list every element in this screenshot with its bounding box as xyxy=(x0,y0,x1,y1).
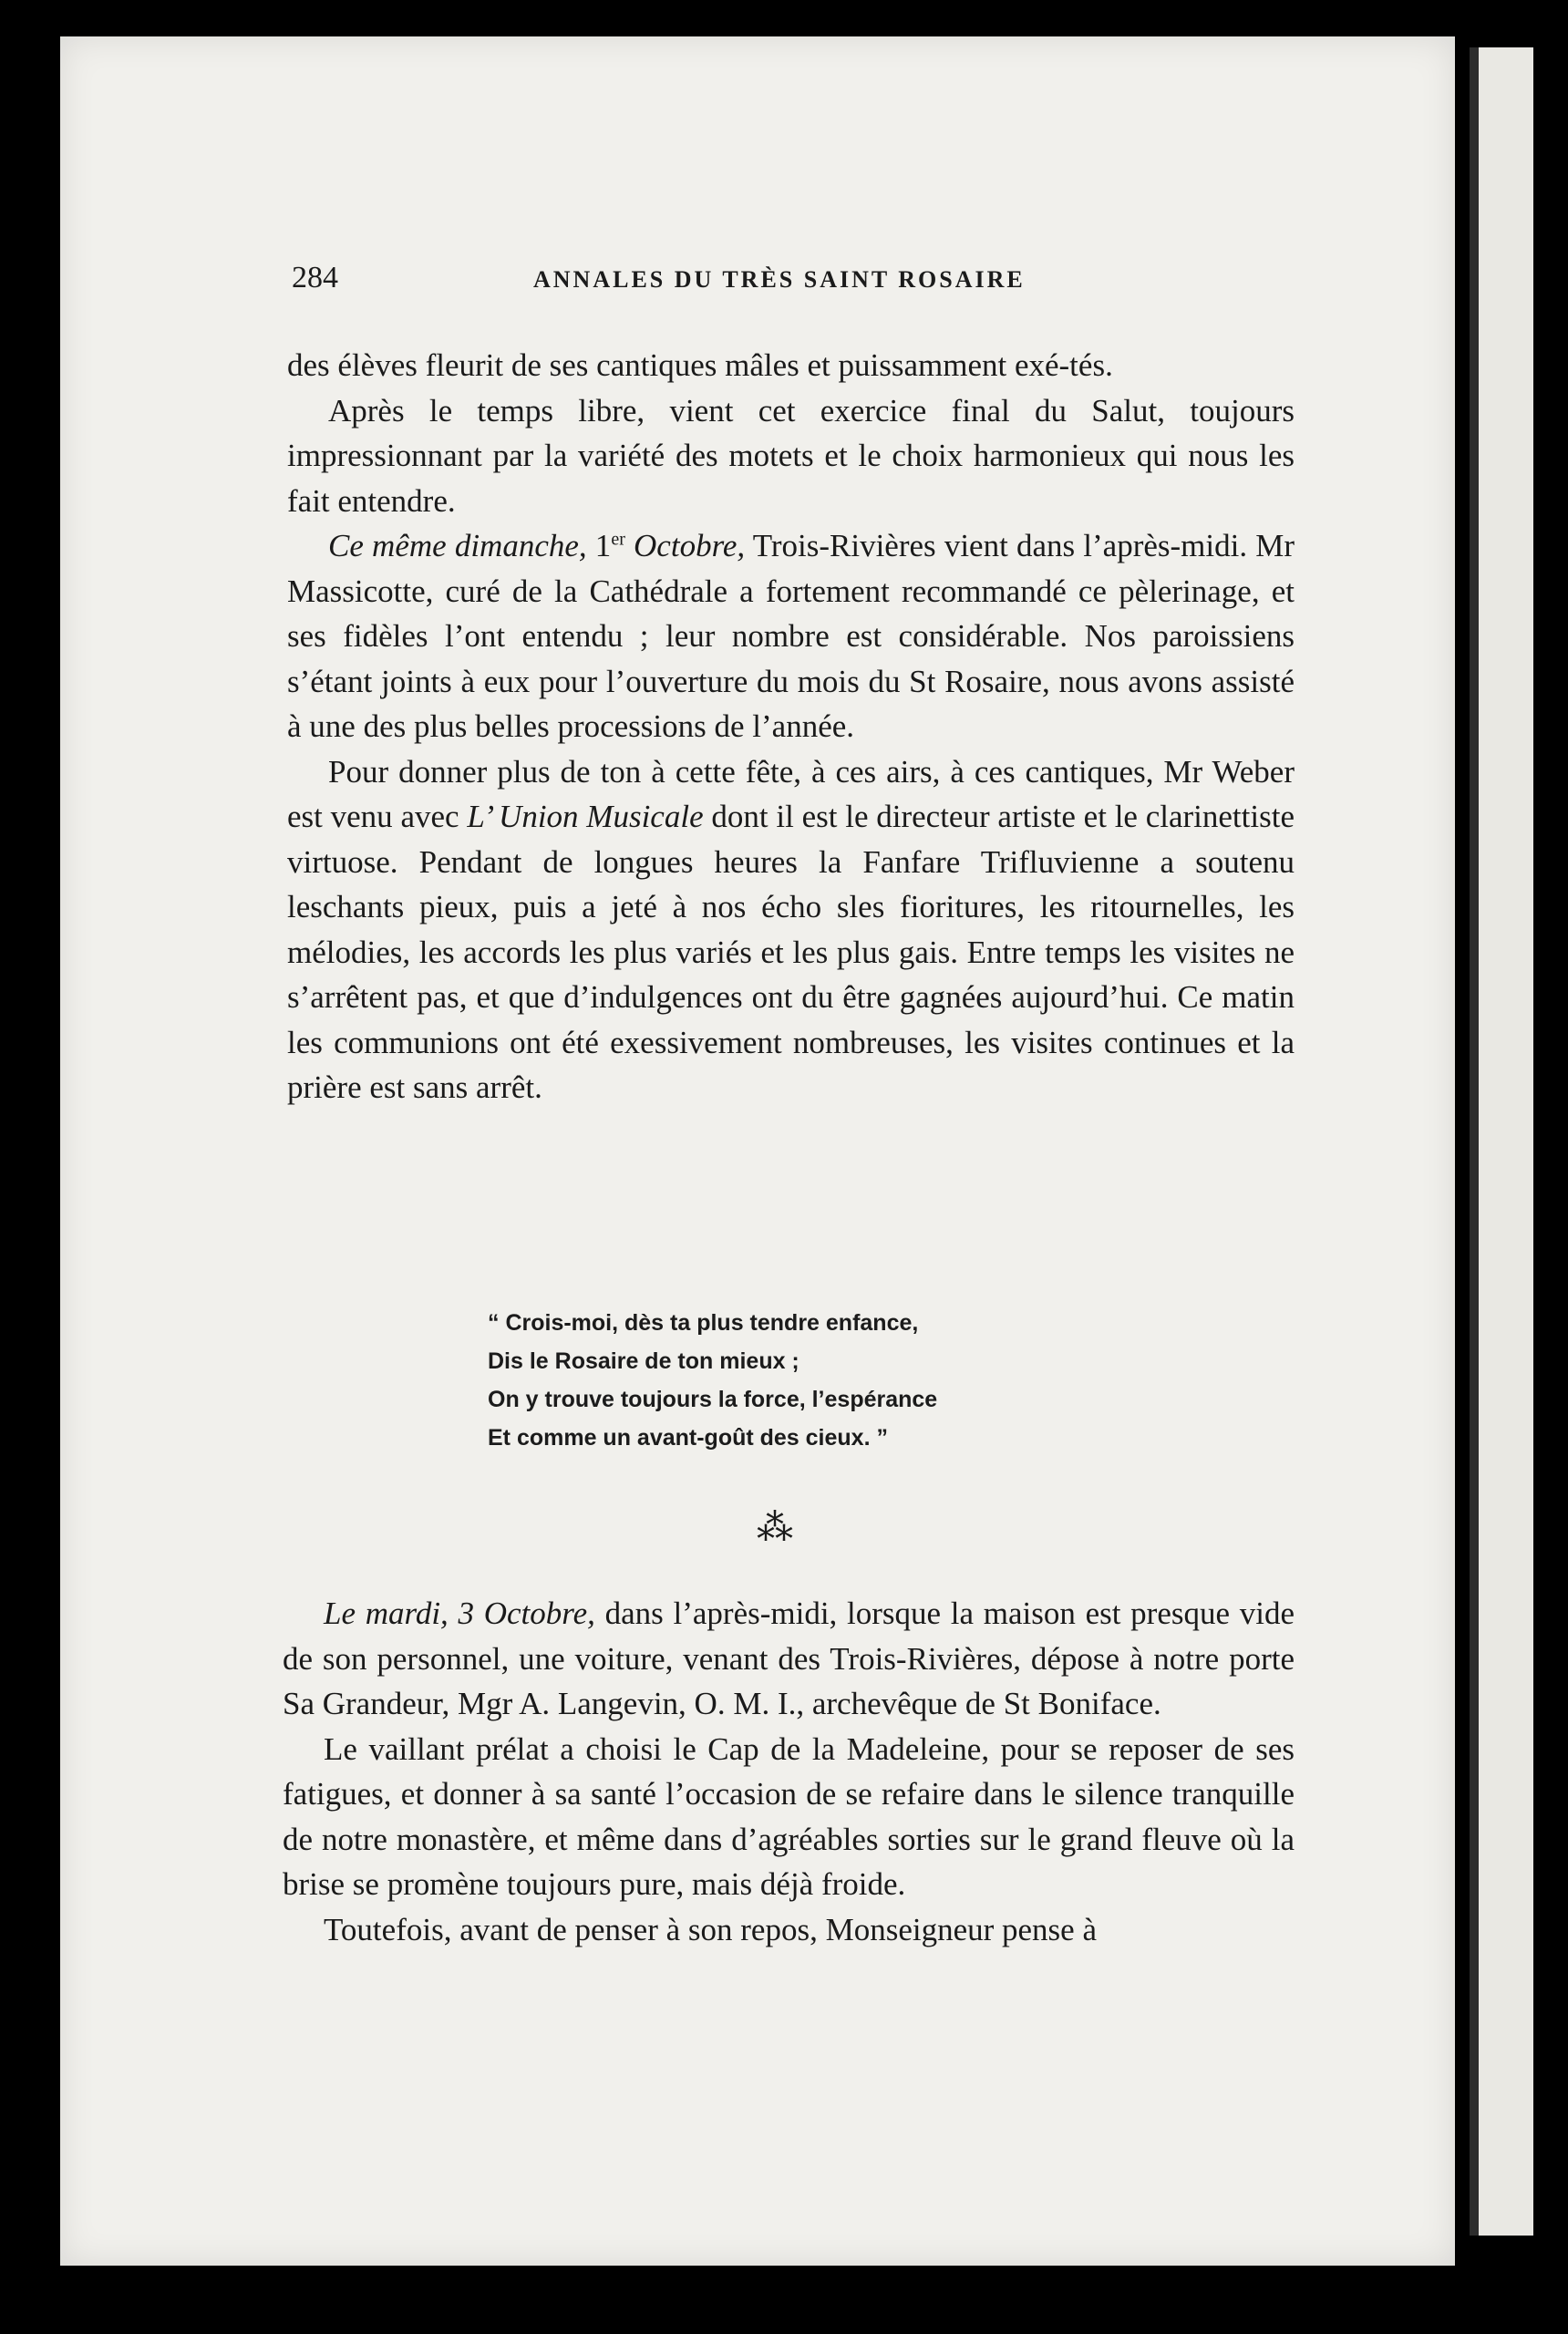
verse-line: Et comme un avant-goût des cieux. ” xyxy=(488,1425,888,1451)
second-text-block xyxy=(283,1591,1295,1952)
text-run: Après le temps libre, vient cet exercice final du Salut, toujours impressionnant par la variété des motets et le choix harmonieux qui nous les fait entendre. xyxy=(287,392,1295,519)
running-header xyxy=(292,260,1304,296)
paragraph xyxy=(287,388,1295,524)
paragraph xyxy=(283,1591,1295,1727)
italic-text: Octobre, xyxy=(634,528,746,563)
paragraph xyxy=(283,1727,1295,1907)
italic-text: L’ Union Musicale xyxy=(467,799,704,834)
section-asterism: ⁂ xyxy=(757,1507,791,1548)
verse-line: Dis le Rosaire de ton mieux ; xyxy=(488,1348,799,1374)
paragraph xyxy=(283,1907,1295,1953)
paragraph xyxy=(287,749,1295,1110)
text-run: dans l’après-midi, lorsque la maison est presque vide de son personnel, une voiture, venant des Trois-Rivières, dépose à notre porte Sa Grandeur, Mgr A. Langevin, O. M. I., archevêque de St Boniface. xyxy=(283,1596,1295,1721)
text-run xyxy=(449,1596,459,1631)
italic-text: 3 Octobre, xyxy=(458,1596,595,1631)
text-run: Le vaillant prélat a choisi le Cap de la Madeleine, pour se reposer de ses fatigues, et donner à sa santé l’occasion de se refaire dans le silence tranquille de notre monastère, et même dans d’agréables sorties sur le grand fleuve où la brise se promène toujours pure, mais déjà froide. xyxy=(283,1730,1295,1902)
text-run: Toutefois, avant de penser à son repos, Monseigneur pense à xyxy=(324,1911,1097,1947)
verse-line: “ Crois-moi, dès ta plus tendre enfance, xyxy=(488,1310,919,1336)
paragraph xyxy=(287,343,1295,388)
main-text-block xyxy=(287,343,1295,1110)
text-run: Pour donner plus de ton à cette fête, à ces airs, à ces cantiques, Mr Weber est venu avec xyxy=(287,753,1295,834)
italic-text: Le mardi, xyxy=(324,1596,449,1631)
paragraph xyxy=(287,523,1295,749)
superscript: er xyxy=(611,529,625,550)
text-run: Trois-Rivières vient dans l’après-midi. Mr Massicotte, curé de la Cathédrale a fortement recommandé ce pèlerinage, et ses fidèles l’ont entendu ; leur nombre est considérable. Nos paroissiens s’étant joints à eux pour l’ouverture du mois du St Rosaire, nous avons assisté à une des plus belles processions de l’année. xyxy=(287,528,1295,744)
adjacent-page-edge xyxy=(1470,47,1533,2236)
text-run: des élèves fleurit de ses cantiques mâles et puissamment exé-tés. xyxy=(287,347,1113,383)
text-run: dont il est le directeur artiste et le clarinettiste virtuose. Pendant de longues heures la Fanfare Trifluvienne a soutenu leschants pieux, puis a jeté à nos écho sles fioritures, les ritournelles, les mélodies, les accords les plus variés et les plus gais. Entre temps les visites ne s’arrêtent pas, et que d’indulgences ont du être gagnées aujourd’hui. Ce matin les communions ont été exessivement nombreuses, les visites continues et la prière est sans arrêt. xyxy=(287,799,1295,1105)
italic-text: Ce même dimanche, xyxy=(328,528,587,563)
page-number: 284 xyxy=(292,261,338,294)
verse-line: On y trouve toujours la force, l’espérance xyxy=(488,1387,938,1412)
verse-quotation xyxy=(488,1304,1126,1457)
text-run: 1 xyxy=(586,528,612,563)
text-run xyxy=(625,528,634,563)
running-title: ANNALES DU TRÈS SAINT ROSAIRE xyxy=(533,266,1026,293)
